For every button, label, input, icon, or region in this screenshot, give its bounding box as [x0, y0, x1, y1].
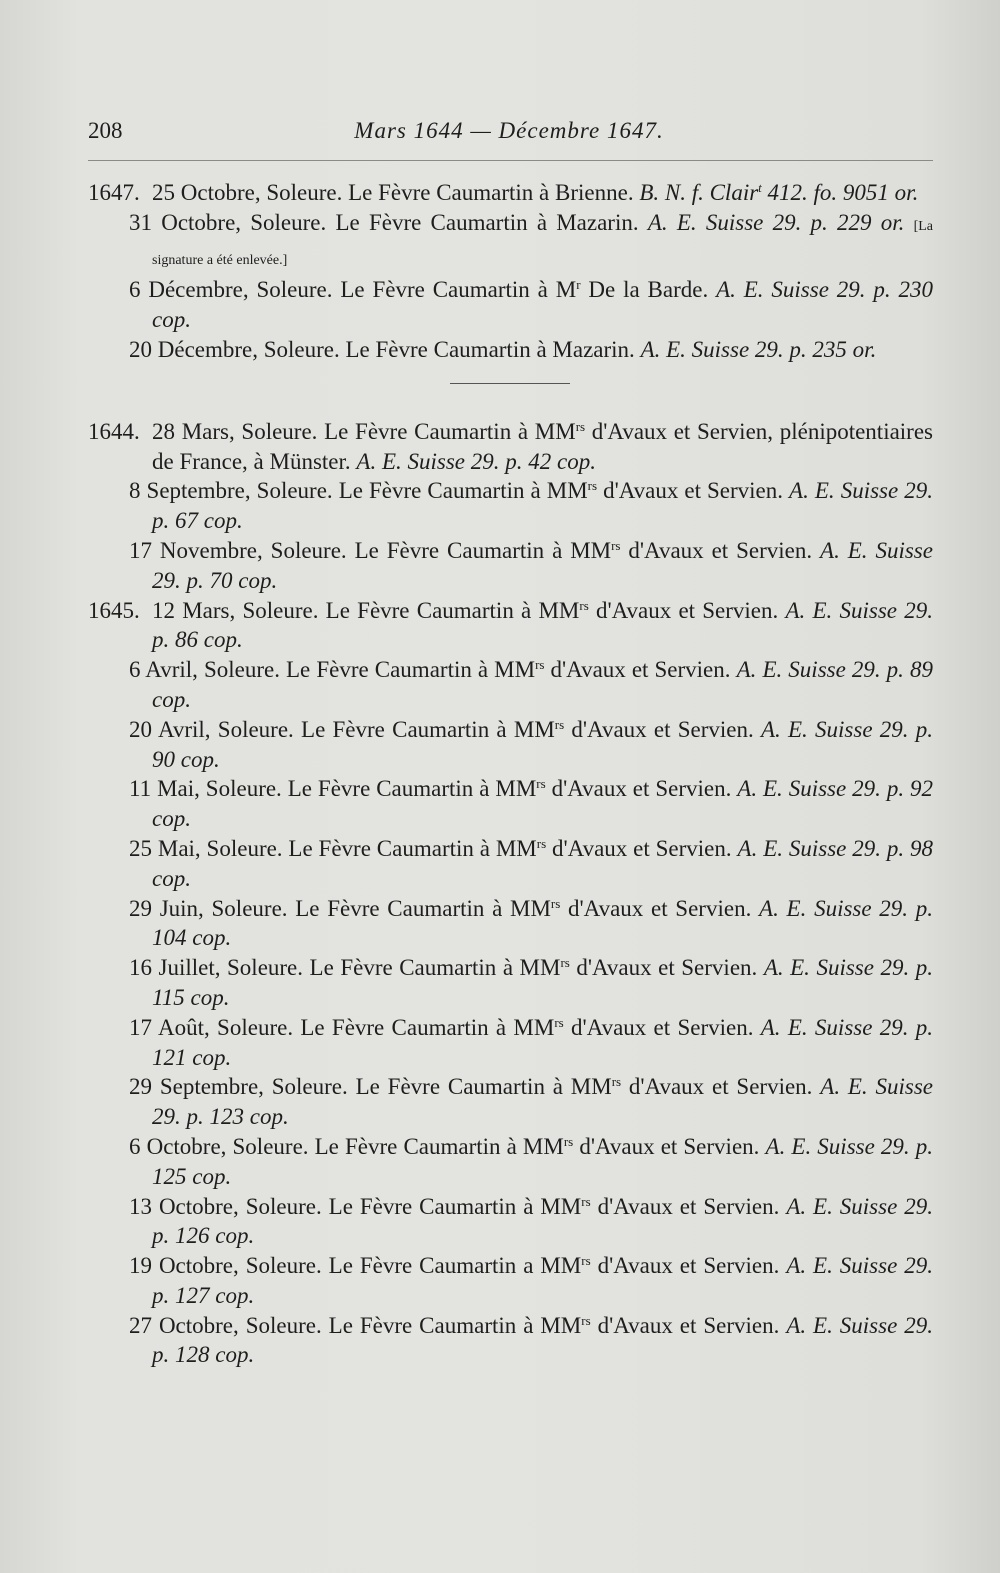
list-item: [88, 536, 933, 596]
list-item: [88, 178, 933, 208]
entry-text: 17 Novembre, Soleure. Le Fèvre Caumartin à MM: [129, 537, 612, 563]
list-item: [88, 275, 933, 335]
list-item: [88, 834, 933, 894]
entry-list: [88, 178, 933, 1370]
entry-text-continued: d'Avaux et Servien.: [579, 1133, 760, 1159]
title-superscript: rs: [535, 657, 545, 673]
section-1647: [88, 178, 933, 365]
entry-text: 29 Juin, Soleure. Le Fèvre Caumartin à MM: [129, 895, 551, 921]
entry-text-continued: d'Avaux et Servien.: [597, 1193, 780, 1219]
title-superscript: rs: [554, 716, 565, 732]
entry-year: 1647.: [88, 180, 140, 205]
entry-reference: A. E. Suisse 29. p. 42 cop.: [356, 448, 596, 474]
entry-reference: A. E. Suisse 29. p. 70 cop.: [152, 537, 933, 593]
entry-text-continued: d'Avaux et Servien.: [597, 1312, 780, 1338]
entry-text: 17 Août, Soleure. Le Fèvre Caumartin à MM: [129, 1014, 555, 1040]
list-item: [88, 774, 933, 834]
entry-text: 11 Mai, Soleure. Le Fèvre Caumartin à MM: [129, 776, 537, 802]
entry-text-continued: d'Avaux et Servien.: [597, 1253, 780, 1279]
entry-text: 25 Octobre, Soleure. Le Fèvre Caumartin à Brienne.: [152, 180, 634, 205]
entry-text: 25 Mai, Soleure. Le Fèvre Caumartin à MM: [129, 835, 537, 861]
entry-text-continued: d'Avaux et Servien, plénipotentiaires de France, à Münster.: [152, 418, 933, 474]
entry-text: 13 Octobre, Soleure. Le Fèvre Caumartin à MM: [129, 1193, 582, 1219]
section-separator: [450, 383, 570, 384]
list-item: [88, 894, 933, 954]
entry-note: [La signature a été enlevée.]: [152, 218, 934, 268]
entry-text-continued: d'Avaux et Servien.: [628, 1074, 813, 1100]
entry-text: 12 Mars, Soleure. Le Fèvre Caumartin à MM: [152, 597, 580, 623]
entry-text: 8 Septembre, Soleure. Le Fèvre Caumartin à MM: [129, 478, 588, 504]
entry-reference: A. E. Suisse 29. p. 125 cop.: [152, 1133, 934, 1189]
list-item: [88, 1192, 933, 1252]
entry-reference: A. E. Suisse 29. p. 128 cop.: [152, 1312, 933, 1368]
entry-text: 27 Octobre, Soleure. Le Fèvre Caumartin à MM: [129, 1312, 582, 1338]
title-superscript: rs: [536, 776, 546, 792]
title-superscript: rs: [579, 597, 589, 613]
entry-text-continued: De la Barde.: [588, 277, 709, 303]
entry-text: 6 Décembre, Soleure. Le Fèvre Caumartin à M: [129, 277, 577, 303]
entry-text: 28 Mars, Soleure. Le Fèvre Caumartin à MM: [152, 418, 576, 444]
entry-text: 31 Octobre, Soleure. Le Fèvre Caumartin à Mazarin.: [129, 209, 639, 235]
title-superscript: r: [576, 277, 581, 293]
entry-reference: A. E. Suisse 29. p. 90 cop.: [152, 716, 933, 772]
header-divider: [88, 160, 933, 161]
entry-text-continued: d'Avaux et Servien.: [576, 955, 758, 981]
list-item: [88, 417, 933, 477]
list-item: [88, 953, 933, 1013]
title-superscript: rs: [554, 1014, 564, 1030]
entry-text-continued: d'Avaux et Servien.: [551, 776, 732, 802]
entry-text-continued: d'Avaux et Servien.: [595, 597, 779, 623]
entry-reference: A. E. Suisse 29. p. 98 cop.: [152, 835, 933, 891]
entry-reference: A. E. Suisse 29. p. 86 cop.: [152, 597, 933, 653]
running-title: Mars 1644 — Décembre 1647.: [354, 118, 664, 143]
title-superscript: rs: [581, 1312, 591, 1328]
title-superscript: rs: [611, 537, 621, 553]
entry-text-continued: d'Avaux et Servien.: [550, 657, 731, 683]
title-superscript: rs: [581, 1193, 591, 1209]
title-superscript: rs: [581, 1253, 591, 1269]
title-superscript: rs: [563, 1133, 574, 1149]
entry-reference: A. E. Suisse 29. p. 89 cop.: [152, 657, 933, 712]
list-item: [88, 1251, 933, 1311]
list-item: [88, 1311, 933, 1371]
list-item: [88, 1132, 933, 1192]
page-header: [88, 118, 930, 152]
entry-reference-continued: 412. fo. 9051 or.: [767, 180, 919, 205]
title-superscript: rs: [560, 955, 570, 971]
list-item: [88, 335, 933, 365]
list-item: [88, 715, 933, 775]
entry-year: 1644.: [88, 418, 140, 444]
entry-reference: A. E. Suisse 29. p. 126 cop.: [152, 1193, 933, 1249]
entry-reference: A. E. Suisse 29. p. 115 cop.: [152, 955, 933, 1010]
entry-reference: A. E. Suisse 29. p. 121 cop.: [152, 1014, 933, 1070]
section-1644-1645: [88, 417, 933, 1371]
entry-text-continued: d'Avaux et Servien.: [552, 835, 732, 861]
list-item: [88, 476, 933, 536]
list-item: [88, 655, 933, 715]
entry-text-continued: d'Avaux et Servien.: [603, 478, 784, 504]
entry-text: 6 Avril, Soleure. Le Fèvre Caumartin à MM: [129, 657, 536, 683]
list-item: [88, 1013, 933, 1073]
entry-reference: A. E. Suisse 29. p. 229 or.: [647, 209, 905, 235]
entry-text-continued: d'Avaux et Servien.: [628, 537, 813, 563]
entry-text: 19 Octobre, Soleure. Le Fèvre Caumartin a MM: [129, 1253, 582, 1279]
entry-text-continued: d'Avaux et Servien.: [568, 895, 752, 921]
entry-text-continued: d'Avaux et Servien.: [571, 1014, 754, 1040]
entry-text-continued: d'Avaux et Servien.: [571, 716, 754, 742]
page-number: 208: [88, 118, 123, 143]
entry-text: 6 Octobre, Soleure. Le Fèvre Caumartin à MM: [129, 1133, 564, 1159]
entry-text: 16 Juillet, Soleure. Le Fèvre Caumartin à MM: [129, 955, 561, 981]
entry-year: 1645.: [88, 597, 140, 623]
entry-text: 20 Décembre, Soleure. Le Fèvre Caumartin à Mazarin.: [129, 336, 635, 362]
entry-reference: A. E. Suisse 29. p. 67 cop.: [152, 478, 933, 534]
entry-reference: A. E. Suisse 29. p. 123 cop.: [152, 1074, 934, 1130]
title-superscript: rs: [611, 1074, 622, 1090]
reference-superscript: t: [758, 180, 762, 195]
entry-text: 20 Avril, Soleure. Le Fèvre Caumartin à MM: [129, 716, 555, 742]
entry-reference: B. N. f. Clair: [639, 180, 759, 205]
list-item: [88, 596, 933, 656]
entry-reference: A. E. Suisse 29. p. 235 or.: [640, 336, 877, 362]
entry-reference: A. E. Suisse 29. p. 230 cop.: [152, 277, 934, 333]
entry-reference: A. E. Suisse 29. p. 92 cop.: [152, 776, 934, 832]
entry-text: 29 Septembre, Soleure. Le Fèvre Caumartin à MM: [129, 1074, 612, 1100]
list-item: [88, 208, 933, 276]
title-superscript: rs: [575, 418, 586, 434]
title-superscript: rs: [536, 835, 547, 851]
entry-reference: A. E. Suisse 29. p. 104 cop.: [152, 895, 933, 951]
list-item: [88, 1072, 933, 1132]
entry-reference: A. E. Suisse 29. p. 127 cop.: [152, 1253, 933, 1308]
title-superscript: rs: [550, 895, 561, 911]
title-superscript: rs: [587, 478, 598, 494]
